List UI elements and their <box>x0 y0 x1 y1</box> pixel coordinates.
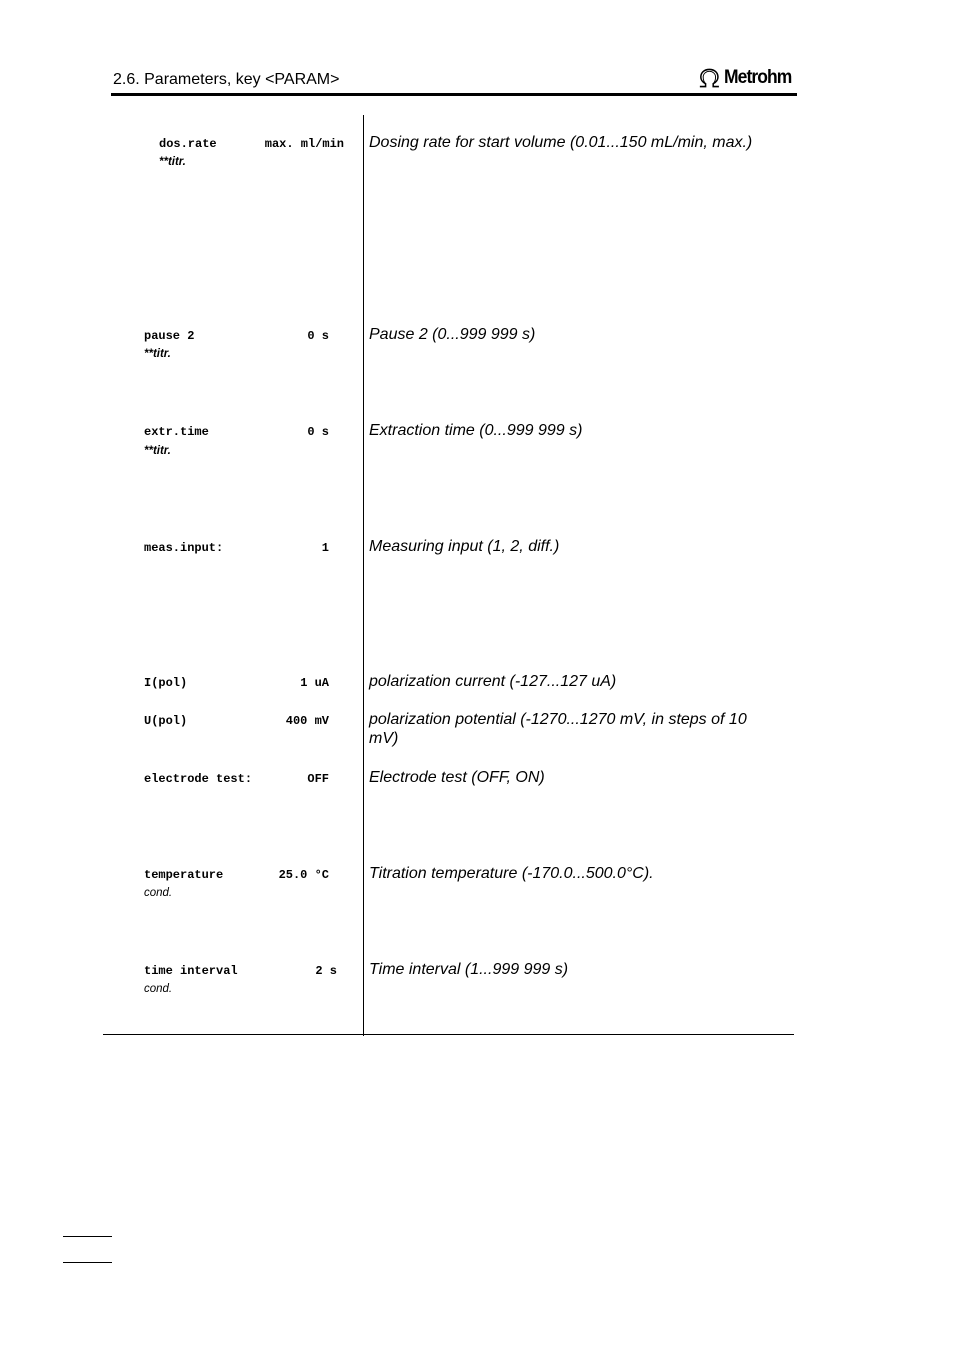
param-tag: **titr. <box>144 348 171 360</box>
omega-logo-icon <box>697 67 722 89</box>
logo-wordmark: Metrohm <box>723 67 792 88</box>
param-name: electrode test: <box>144 772 253 786</box>
header-rule <box>111 93 797 96</box>
param-description: Dosing rate for start volume (0.01...150 mL/min, max.) <box>369 134 753 151</box>
page-header-title: 2.6. Parameters, key <PARAM> <box>113 71 340 88</box>
param-name: extr.time <box>144 425 209 439</box>
column-divider <box>363 115 364 1036</box>
param-value: 0 s <box>307 425 329 439</box>
param-value: 0 s <box>307 329 329 343</box>
param-name: time interval <box>144 964 238 978</box>
footer-rule-top <box>63 1236 112 1237</box>
param-name: meas.input: <box>144 541 224 555</box>
param-tag: **titr. <box>159 156 186 168</box>
param-value: 1 <box>321 541 329 555</box>
metrohm-logo <box>697 66 797 90</box>
footer-rule-bottom <box>63 1262 112 1263</box>
param-tag: cond. <box>144 887 173 899</box>
param-name: dos.rate <box>159 137 217 151</box>
param-description: polarization current (-127...127 uA) <box>369 673 617 690</box>
table-bottom-rule <box>103 1034 794 1035</box>
param-description: Measuring input (1, 2, diff.) <box>369 538 560 555</box>
param-name: pause 2 <box>144 329 195 343</box>
param-description: Electrode test (OFF, ON) <box>369 769 545 786</box>
param-tag: cond. <box>144 983 173 995</box>
param-value: 400 mV <box>285 714 329 728</box>
param-value: max. ml/min <box>264 137 344 151</box>
param-value: 2 s <box>315 964 337 978</box>
param-value: OFF <box>307 772 329 786</box>
param-value: 25.0 °C <box>278 868 329 882</box>
param-name: I(pol) <box>144 676 188 690</box>
param-description: polarization potential (-1270...1270 mV, in steps of 10 mV) <box>369 711 747 747</box>
param-name: U(pol) <box>144 714 188 728</box>
param-tag: **titr. <box>144 445 171 457</box>
param-description: Time interval (1...999 999 s) <box>369 961 569 978</box>
param-description: Extraction time (0...999 999 s) <box>369 422 583 439</box>
param-description: Pause 2 (0...999 999 s) <box>369 326 536 343</box>
param-name: temperature <box>144 868 224 882</box>
param-value: 1 uA <box>300 676 329 690</box>
param-description: Titration temperature (-170.0...500.0°C). <box>369 865 654 882</box>
